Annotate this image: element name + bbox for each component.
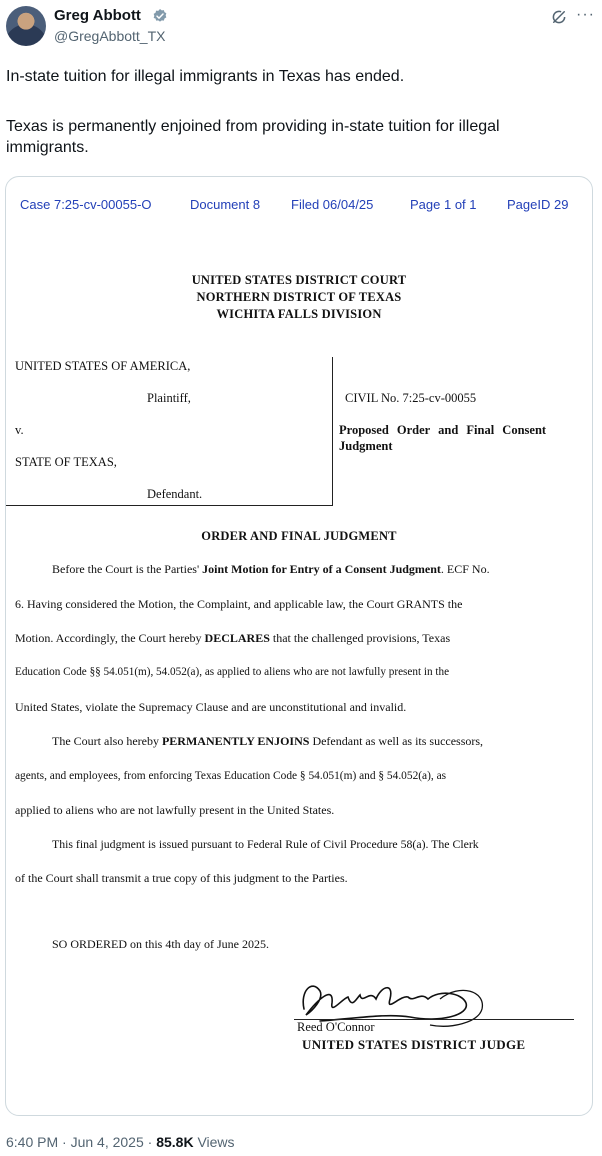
author-handle[interactable]: @GregAbbott_TX: [54, 28, 166, 44]
document-image[interactable]: [5, 176, 593, 1116]
views-count: 85.8K: [156, 1134, 194, 1150]
para1-line-3c: that the challenged provisions, Texas: [269, 631, 451, 645]
para1-line-1c: . ECF No.: [440, 562, 490, 576]
caption-divider-horizontal: [6, 505, 333, 506]
doc-page-id: PageID 29: [507, 197, 569, 212]
para3-line-1: This final judgment is issued pursuant to Federal Rule of Civil Procedure 58(a). The Clerk: [52, 837, 479, 851]
order-title-line-2: Judgment: [339, 439, 393, 453]
more-options-icon[interactable]: ···: [576, 6, 595, 23]
defendant-name: STATE OF TEXAS,: [15, 455, 117, 469]
doc-filing-header: [6, 197, 592, 217]
para2-line-1c: Defendant as well as its successors,: [309, 734, 484, 748]
para2-enjoins: PERMANENTLY ENJOINS: [161, 734, 310, 748]
tweet-time[interactable]: 6:40 PM · Jun 4, 2025 ·: [6, 1134, 157, 1150]
para2-line-2: agents, and employees, from enforcing Texas Education Code § 54.051(m) and § 54.052(a), as: [15, 770, 447, 782]
tweet-text-line-1: In-state tuition for illegal immigrants in Texas has ended.: [6, 68, 405, 85]
grok-icon[interactable]: [550, 8, 568, 26]
court-division: WICHITA FALLS DIVISION: [216, 307, 382, 321]
para1-motion-title: Joint Motion for Entry of a Consent Judgment: [202, 562, 441, 576]
para3-line-2: of the Court shall transmit a true copy of this judgment to the Parties.: [15, 871, 348, 885]
court-district: NORTHERN DISTRICT OF TEXAS: [196, 290, 402, 304]
versus: v.: [15, 423, 24, 437]
views-label: Views: [193, 1134, 235, 1150]
para2-line-1a: The Court also hereby: [52, 734, 162, 748]
para2-line-1: [52, 735, 483, 747]
para1-line-3a: Motion. Accordingly, the Court hereby: [15, 631, 205, 645]
author-name[interactable]: Greg Abbott: [54, 7, 141, 24]
doc-filed-date: Filed 06/04/25: [291, 197, 374, 212]
doc-page-count: Page 1 of 1: [410, 197, 477, 212]
para2-line-3: applied to aliens who are not lawfully present in the United States.: [15, 803, 335, 817]
tweet-text-paragraph-2: [6, 116, 586, 158]
tweet-text-line-2: Texas is permanently enjoined from providing in-state tuition for illegal: [6, 118, 500, 135]
court-name: UNITED STATES DISTRICT COURT: [191, 273, 407, 287]
para1-line-1a: Before the Court is the Parties': [52, 562, 203, 576]
para1-line-2: 6. Having considered the Motion, the Complaint, and applicable law, the Court GRANTS the: [15, 597, 463, 611]
doc-case-number: Case 7:25-cv-00055-O: [20, 197, 152, 212]
para1-line-3: [15, 632, 450, 644]
caption-divider-vertical: [332, 357, 333, 505]
tweet-text-line-3: immigrants.: [6, 139, 89, 156]
para1-line-5: United States, violate the Supremacy Clause and are unconstitutional and invalid.: [15, 700, 407, 714]
judge-title: UNITED STATES DISTRICT JUDGE: [302, 1037, 526, 1052]
judge-name: Reed O'Connor: [297, 1020, 375, 1034]
order-title-line-1: Proposed Order and Final Consent: [339, 423, 547, 437]
so-ordered: SO ORDERED on this 4th day of June 2025.: [52, 937, 269, 951]
verified-badge-icon: [152, 8, 168, 24]
plaintiff-role: Plaintiff,: [147, 391, 191, 405]
para1-declares: DECLARES: [204, 631, 270, 645]
para1-line-1: [52, 563, 490, 575]
defendant-role: Defendant.: [147, 487, 203, 501]
tweet-timestamp[interactable]: [6, 1134, 235, 1150]
plaintiff-name: UNITED STATES OF AMERICA,: [15, 359, 191, 373]
civil-number: CIVIL No. 7:25-cv-00055: [345, 391, 477, 405]
avatar[interactable]: [6, 6, 46, 46]
para1-line-4: Education Code §§ 54.051(m), 54.052(a), as applied to aliens who are not lawfully present in the: [15, 666, 450, 678]
doc-document-number: Document 8: [190, 197, 261, 212]
order-heading: ORDER AND FINAL JUDGMENT: [201, 529, 397, 543]
